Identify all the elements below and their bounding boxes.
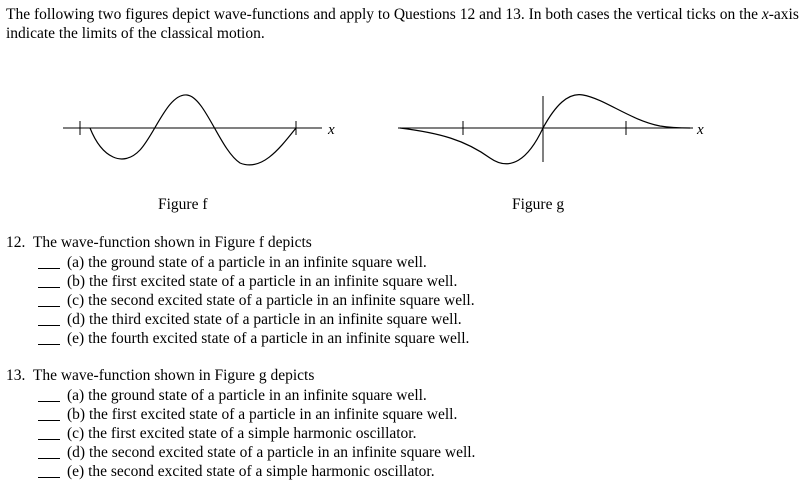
question-12: [6, 233, 475, 348]
option-text: (a) the ground state of a particle in an infinite square well.: [67, 387, 427, 404]
question-13-options: [6, 386, 475, 481]
figure-g-wavefunction-curve: [400, 95, 690, 164]
question-13-number: 13.: [6, 367, 26, 384]
figures-svg: [0, 0, 808, 240]
figure-f-axis-label: x: [328, 122, 335, 138]
answer-blank[interactable]: [38, 458, 60, 459]
answer-blank[interactable]: [38, 439, 60, 440]
answer-blank[interactable]: [38, 287, 60, 288]
answer-blank[interactable]: [38, 268, 60, 269]
question-13-text: The wave-function shown in Figure g depicts: [32, 367, 315, 384]
q13-option-a[interactable]: [6, 386, 475, 405]
option-text: (b) the first excited state of a particle in an infinite square well.: [67, 406, 458, 423]
option-text: (a) the ground state of a particle in an infinite square well.: [67, 254, 427, 271]
q13-option-c[interactable]: [6, 424, 475, 443]
answer-blank[interactable]: [38, 477, 60, 478]
figure-g-axis-label: x: [697, 122, 704, 138]
option-text: (c) the first excited state of a simple harmonic oscillator.: [67, 425, 417, 442]
answer-blank[interactable]: [38, 325, 60, 326]
question-12-stem: [6, 233, 475, 253]
intro-text-1: The following two figures depict wave-functions and apply to Questions 12 and 13. In both cases the vertical ticks on the: [6, 6, 762, 23]
answer-blank[interactable]: [38, 401, 60, 402]
answer-blank[interactable]: [38, 344, 60, 345]
question-12-number: 12.: [6, 234, 26, 251]
q13-option-d[interactable]: [6, 443, 475, 462]
option-text: (b) the first excited state of a particle in an infinite square well.: [67, 273, 458, 290]
option-text: (d) the second excited state of a particle in an infinite square well.: [67, 444, 476, 461]
answer-blank[interactable]: [38, 420, 60, 421]
question-12-text: The wave-function shown in Figure f depicts: [32, 234, 312, 251]
question-12-options: [6, 253, 475, 348]
q12-option-b[interactable]: [6, 272, 475, 291]
figure-f-wavefunction-curve: [90, 95, 296, 165]
question-13: [6, 366, 475, 481]
figure-f: [63, 95, 335, 165]
q13-option-b[interactable]: [6, 405, 475, 424]
figure-g: [398, 95, 704, 164]
figure-g-caption: Figure g: [512, 196, 565, 213]
q12-option-a[interactable]: [6, 253, 475, 272]
option-text: (e) the second excited state of a simple harmonic oscillator.: [67, 463, 435, 480]
intro-axis-variable: x: [761, 6, 769, 23]
intro-text-2: -axis indicate the limits of the classical motion.: [6, 6, 799, 42]
figure-f-caption: Figure f: [158, 196, 208, 213]
q12-option-e[interactable]: [6, 329, 475, 348]
option-text: (d) the third excited state of a particle in an infinite square well.: [67, 311, 462, 328]
answer-blank[interactable]: [38, 306, 60, 307]
option-text: (c) the second excited state of a particle in an infinite square well.: [67, 292, 475, 309]
q12-option-c[interactable]: [6, 291, 475, 310]
question-13-stem: [6, 366, 475, 386]
q13-option-e[interactable]: [6, 462, 475, 481]
q12-option-d[interactable]: [6, 310, 475, 329]
option-text: (e) the fourth excited state of a particle in an infinite square well.: [67, 330, 470, 347]
